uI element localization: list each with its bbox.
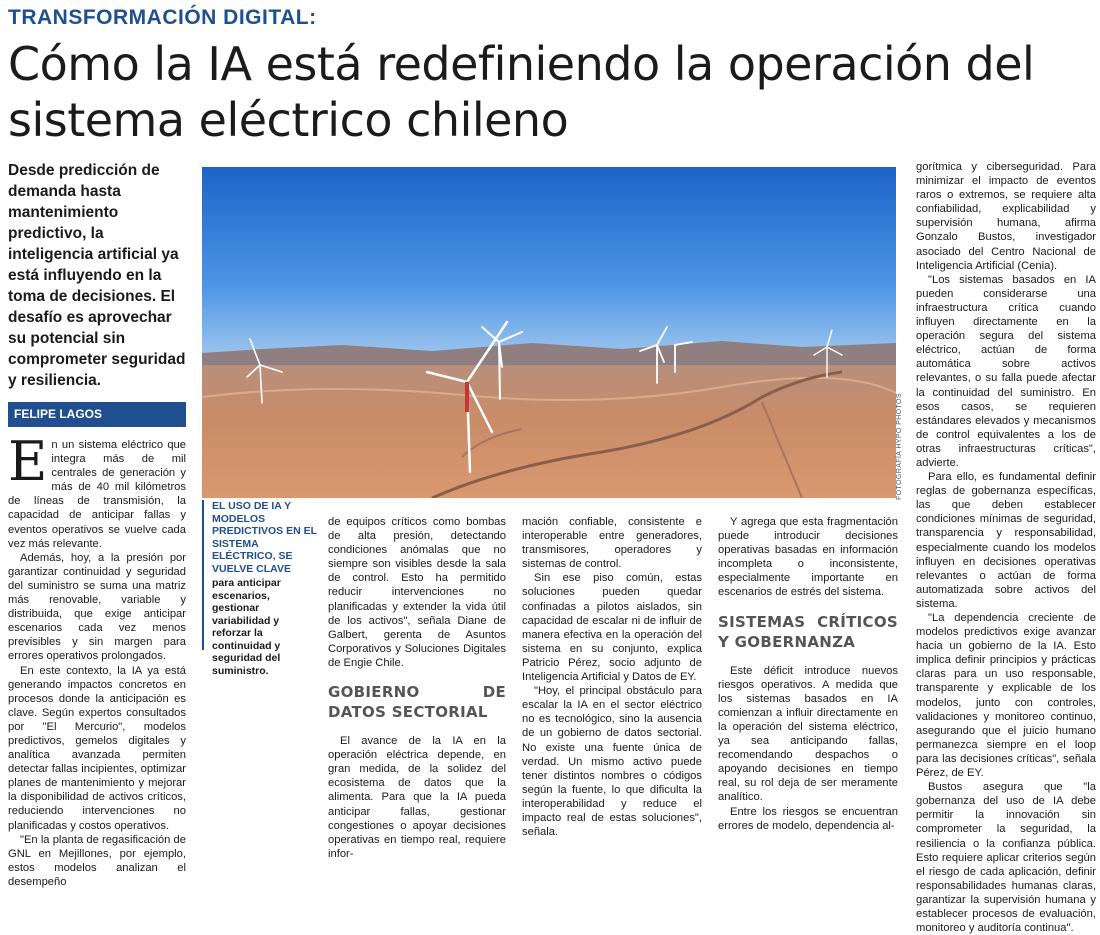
paragraph: "Hoy, el principal obstáculo para escalar la IA en el sector eléctrico no es tecnológico, sino la ausencia de un gobierno de datos sectorial. No existe una fuente única de verdad. Un mismo activo puede tener distintos nombres o códigos según la fuente, lo que dificulta la interoperabilidad y reduce el impacto real de estas soluciones", señala.: [522, 685, 702, 839]
article-column-1: [8, 430, 186, 889]
pull-quote-body: para anticipar escenarios, gestionar variabilidad y reforzar la continuidad y seguridad del suministro.: [212, 577, 281, 677]
paragraph: Sin ese piso común, estas soluciones pueden quedar confinadas a pilotos aislados, sin capacidad de escalar ni de influir de manera efectiva en la operación del sistema en su conjunto, explica Patricio Pérez, socio adjunto de Inteligencia Artificial y Datos de EY.: [522, 572, 702, 684]
section-kicker: TRANSFORMACIÓN DIGITAL:: [8, 6, 317, 29]
paragraph: Además, hoy, a la presión por garantizar continuidad y seguridad del suministro se suma una matriz más renovable, variable y distribuida, que exige anticipar escenarios cada vez menos previsibles y sin margen para errores operativos prolongados.: [8, 551, 186, 663]
paragraph: "En la planta de regasificación de GNL en Mejillones, por ejemplo, estos modelos analizan el desempeño: [8, 833, 186, 888]
paragraph: de equipos críticos como bombas de alta presión, detectando condiciones anómalas que no siempre son visibles desde la sala de control. Esto ha permitido reducir intervenciones no planificadas y extender la vida útil de los activos", señala Diane de Galbert, gerenta de Asuntos Corporativos y Soluciones Digitales de Engie Chile.: [328, 516, 506, 669]
wind-farm-illustration: [202, 167, 896, 498]
article-column-3: [522, 515, 702, 839]
paragraph: "La dependencia creciente de modelos predictivos exige avanzar hacia un gobierno de la IA. Esto implica definir principios y prácticas claras para un uso responsable, transparente y explicable de los modelos, junto con controles, validaciones y monitoreo continuo, asegurando que el juicio humano permanezca siempre en el loop para las decisiones críticas", señala Pérez, de EY.: [916, 612, 1096, 780]
article-column-5: [916, 160, 1096, 935]
article-column-4: [718, 515, 898, 833]
author-byline: FELIPE LAGOS: [8, 402, 186, 427]
paragraph: El avance de la IA en la operación eléctrica depende, en gran medida, de la solidez del ecosistema de datos que la alimenta. Para que la IA pueda anticipar fallas, gestionar congestiones o apoyar decisiones operativas en tiempo real, requiere infor-: [328, 735, 506, 860]
paragraph: mación confiable, consistente e interoperable entre generadores, transmisores, operadores y sistemas de control.: [522, 516, 702, 571]
paragraph: Entre los riesgos se encuentran errores de modelo, dependencia al-: [718, 805, 898, 832]
subheading-sistemas-criticos: SISTEMAS CRÍTICOS Y GOBERNANZA: [718, 612, 898, 651]
paragraph: "Los sistemas basados en IA pueden considerarse una infraestructura crítica cuando influyen directamente en la operación segura del sistema eléctrico, actúan de forma automática sobre activos relevantes, o su falla puede afectar la continuidad del suministro. En esos casos, se requieren estándares elevados y mecanismos de control equivalentes a los de otras infraestructuras críticas", advierte.: [916, 273, 1096, 469]
headline: Cómo la IA está redefiniendo la operación del sistema eléctrico chileno: [8, 37, 1035, 147]
paragraph: En este contexto, la IA ya está generando impactos concretos en procesos donde la anticipación es clave. Según expertos consultados por "El Mercurio", modelos predictivos, gemelos digitales y analítica avanzada permiten detectar fallas incipientes, optimizar planes de mantenimiento y mejorar la disponibilidad de activos críticos, reduciendo intervenciones no planificadas y costos operativos.: [8, 664, 186, 832]
paragraph: n un sistema eléctrico que integra más de mil centrales de generación y más de 40 mil kilómetros de líneas de transmisión, la capacidad de anticipar fallas y eventos operativos se vuelve cada vez más relevante.: [8, 439, 186, 550]
article-column-2: [328, 515, 506, 861]
pull-quote-heading: EL USO DE IA Y MODELOS PREDICTIVOS EN EL SISTEMA ELÉCTRICO, SE VUELVE CLAVE: [212, 500, 317, 575]
paragraph: Este déficit introduce nuevos riesgos operativos. A medida que los sistemas basados en IA comienzan a influir directamente en la operación del sistema eléctrico, ya sea anticipando fallas, recomendando despachos o apoyando decisiones en tiempo real, su rol deja de ser meramente analítico.: [718, 664, 898, 804]
paragraph: gorítmica y ciberseguridad. Para minimizar el impacto de eventos raros o extremos, se requiere alta confiabilidad, explicabilidad y supervisión humana, afirma Gonzalo Bustos, investigador asociado del Centro Nacional de Inteligencia Artificial (Cenia).: [916, 161, 1096, 272]
photo-credit: FOTOGRAFÍA HYPO PHOTOS: [896, 393, 903, 500]
lead-paragraph: Desde predicción de demanda hasta mantenimiento predictivo, la inteligencia artificial ya está influyendo en la toma de decisiones. El desafío es aprovechar su potencial sin comprometer seguridad y resiliencia.: [8, 162, 186, 389]
paragraph: Para ello, es fundamental definir reglas de gobernanza específicas, las que deben establecer condiciones mínimas de seguridad, transparencia y responsabilidad, especialmente cuando los modelos influyen en decisiones operativas relevantes o actúan de forma automatizada sobre activos del sistema.: [916, 471, 1096, 610]
subheading-gobierno-datos: GOBIERNO DE DATOS SECTORIAL: [328, 683, 506, 722]
paragraph: Bustos asegura que "la gobernanza del uso de IA debe permitir la innovación sin comprometer la seguridad, la resiliencia o la confianza pública. Esto requiere aplicar criterios según el riesgo de cada aplicación, definir responsabilidades humanas claras, garantizar la supervisión humana y establecer procesos de evaluación, monitoreo y auditoría continua".: [916, 781, 1096, 935]
drop-cap: E: [8, 430, 48, 493]
wind-farm-photo: [202, 167, 896, 498]
pull-quote: [202, 500, 318, 677]
paragraph: Y agrega que esta fragmentación puede introducir decisiones operativas basadas en información incompleta o inconsistente, especialmente importante en escenarios de estrés del sistema.: [718, 516, 898, 599]
